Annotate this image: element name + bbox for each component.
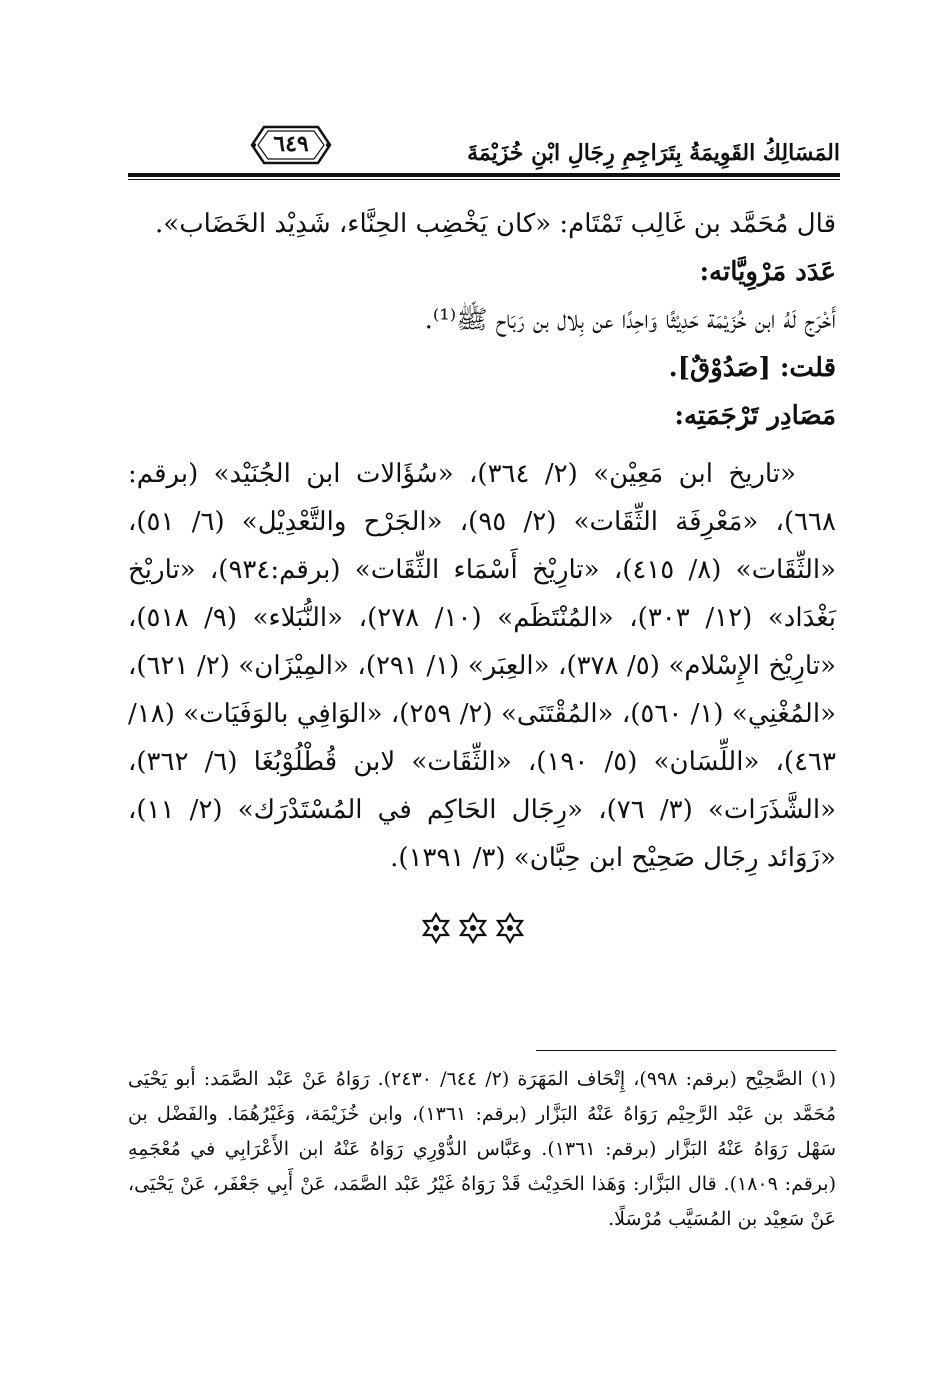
quote-line: قال مُحَمَّد بن غَالِب تَمْتَام: «كان يَخْضِب الحِنَّاء، شَدِيْد الخَضَاب». <box>155 209 836 239</box>
heading-narrations: عَدَد مَرْوِيَّاته: <box>699 257 836 287</box>
main-text <box>128 200 836 882</box>
page-header <box>128 100 840 180</box>
footnote: (١) الصَّحِيْح (برقم: ٩٩٨)، إِتْحَاف المَهَرَة (٢/ ٦٤٤/ ٢٤٣٠). رَوَاهُ عَنْ عَبْد الصَّمَد: أبو يَحْيَى مُحَمَّد بن عَبْد الرَّحِيْم رَوَاهُ عَنْهُ البَزَّار (برقم: ١٣٦١)، وابن خُزَيْمَة، وَغَيْرُهُمَا. والفَضْل بن سَهْل رَوَاهُ عَنْهُ البَزَّار (برقم: ١٣٦١). وعَبَّاس الدُّوْرِي رَوَاهُ عَنْهُ ابن الأَعْرَابِي في مُعْجَمِهِ (برقم: ١٨٠٩). قال البَزَّار: وَهَذا الحَدِيْث قَدْ رَوَاهُ غَيْرُ عَبْد الصَّمَد، عَنْ أَبِي جَعْفَر، عَنْ يَحْيَى، عَنْ سَعِيْد بن المُسَيَّب مُرْسَلًا. <box>128 1068 837 1230</box>
header-rule-thin <box>128 179 840 180</box>
page-number: ٦٤٩ <box>273 131 309 157</box>
page-number-frame <box>250 124 332 166</box>
star-ornament-icon <box>418 912 528 944</box>
sources-paragraph: «تاريخ ابن مَعِيْن» (٢/ ٣٦٤)، «سُؤَالات ابن الجُنَيْد» (برقم: ٦٦٨)، «مَعْرِفَة الثِّقَات» (٢/ ٩٥)، «الجَرْح والتَّعْدِيْل» (٦/ ٥١)، «الثِّقَات» (٨/ ٤١٥)، «تارِيْخ أَسْمَاء الثِّقَات» (برقم:٩٣٤)، «تاريْخ بَغْدَاد» (١٢/ ٣٠٣)، «المُنْتَظَم» (١٠/ ٢٧٨)، «النُّبَلاء» (٩/ ٥١٨)، «تارِيْخ الإِسْلام» (٥/ ٣٧٨)، «العِبَر» (١/ ٢٩١)، «المِيْزَان» (٢/ ٦٢١)، «المُغْنِي» (١/ ٥٦٠)، «المُقْتَنَى» (٢/ ٢٥٩)، «الوَافِي بالوَفَيَات» (١٨/ ٤٦٣)، «اللِّسَان» (٥/ ١٩٠)، «الثِّقَات» لابن قُطْلُوْبُغَا (٦/ ٣٦٢)، «الشَّذَرَات» (٣/ ٧٦)، «رِجَال الحَاكِم في المُسْتَدْرَك» (٢/ ١١)، «زَوَائد رِجَال صَحِيْح ابن حِبَّان» (٣/ ١٣٩١). <box>128 459 837 873</box>
running-title: المَسَالِكُ القَوِيمَةُ بِتَرَاجِمِ رِجَالِ ابْنِ خُزَيْمَةَ <box>467 140 840 166</box>
narrations-text: أَخْرَج لَهُ ابن خُزَيْمَة حَدِيْثًا وَاحِدًا عن بِلال بن رَبَاح ﷺ⁽¹⁾. <box>424 305 836 335</box>
footnote-separator <box>536 1050 836 1051</box>
verdict: قلت: [صَدُوْقٌ]. <box>668 353 836 383</box>
header-rule <box>128 173 840 177</box>
section-divider <box>418 912 528 944</box>
heading-sources: مَصَادِر تَرْجَمَتِه: <box>674 401 836 431</box>
